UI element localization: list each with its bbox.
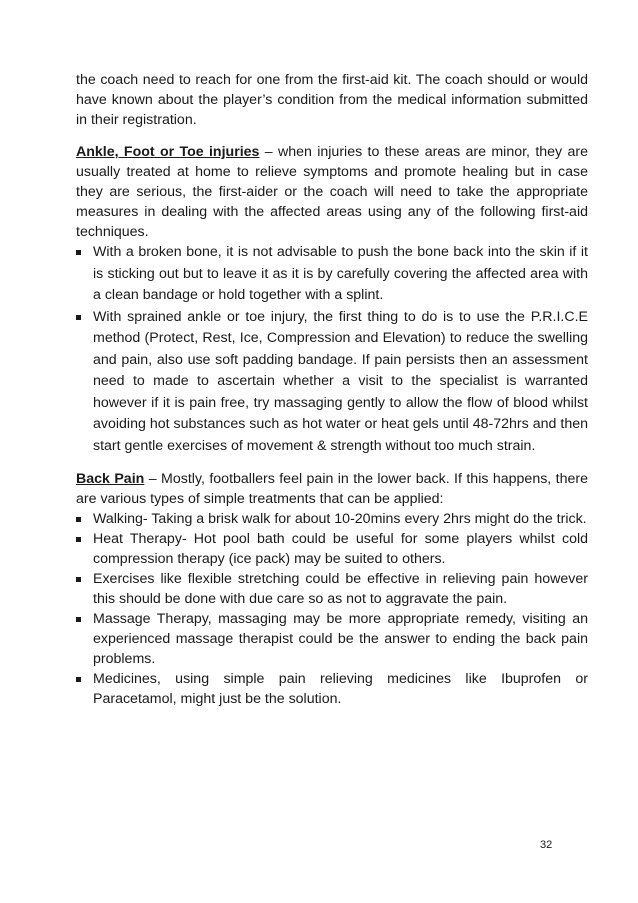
ankle-paragraph bbox=[76, 142, 588, 242]
back-bullet-list bbox=[76, 509, 588, 709]
list-item bbox=[76, 307, 588, 458]
list-item bbox=[76, 509, 588, 529]
list-item-text: With a broken bone, it is not advisable to push the bone back into the skin if it is sticking out but to leave it as it is by carefully covering the affected area with a clean bandage or hold together with a splint. bbox=[93, 244, 588, 303]
list-item bbox=[76, 669, 588, 709]
list-item-text: Massage Therapy, massaging may be more appropriate remedy, visiting an experienced massage therapist could be the answer to ending the back pain problems. bbox=[93, 611, 588, 667]
back-text: – Mostly, footballers feel pain in the lower back. If this happens, there are various types of simple treatments that can be applied: bbox=[76, 471, 589, 507]
ankle-bullet-list bbox=[76, 242, 588, 457]
page-body bbox=[76, 70, 588, 709]
list-item-text: Heat Therapy- Hot pool bath could be useful for some players whilst cold compression therapy (ice pack) may be suited to others. bbox=[93, 531, 588, 567]
bullet-square-icon bbox=[76, 517, 81, 522]
bullet-square-icon bbox=[76, 537, 81, 542]
back-section bbox=[76, 469, 588, 709]
bullet-square-icon bbox=[76, 250, 81, 255]
list-item-text: Medicines, using simple pain relieving medicines like Ibuprofen or Paracetamol, might just be the solution. bbox=[93, 671, 588, 707]
bullet-square-icon bbox=[76, 677, 81, 682]
list-item bbox=[76, 529, 588, 569]
back-heading: Back Pain bbox=[76, 471, 145, 487]
ankle-text: – when injuries to these areas are minor, they are usually treated at home to relieve symptoms and promote healing but in case they are serious, the first-aider or the coach will need to take the appropriate measures in dealing with the affected areas using any of the following first-aid techniques. bbox=[76, 144, 588, 240]
list-item bbox=[76, 609, 588, 669]
bullet-square-icon bbox=[76, 577, 81, 582]
list-item-text: Walking- Taking a brisk walk for about 10-20mins every 2hrs might do the trick. bbox=[93, 511, 587, 527]
page-number: 32 bbox=[540, 839, 553, 851]
list-item bbox=[76, 569, 588, 609]
ankle-section bbox=[76, 142, 588, 457]
list-item bbox=[76, 242, 588, 307]
bullet-square-icon bbox=[76, 617, 81, 622]
bullet-square-icon bbox=[76, 315, 81, 320]
intro-paragraph: the coach need to reach for one from the first-aid kit. The coach should or would have known about the player’s condition from the medical information submitted in their registration. bbox=[76, 72, 588, 128]
ankle-heading: Ankle, Foot or Toe injuries bbox=[76, 144, 260, 160]
back-paragraph bbox=[76, 469, 588, 509]
list-item-text: Exercises like flexible stretching could be effective in relieving pain however this should be done with due care so as not to aggravate the pain. bbox=[93, 571, 588, 607]
list-item-text: With sprained ankle or toe injury, the first thing to do is to use the P.R.I.C.E method (Protect, Rest, Ice, Compression and Elevation) to reduce the swelling and pain, also use soft padding bandage. If pain persists then an assessment need to made to ascertain whether a visit to the specialist is warranted however if it is pain free, try massaging gently to allow the flow of blood whilst avoiding hot substances such as hot water or heat gels until 48-72hrs and then start gentle exercises of movement & strength without too much strain. bbox=[93, 308, 588, 454]
